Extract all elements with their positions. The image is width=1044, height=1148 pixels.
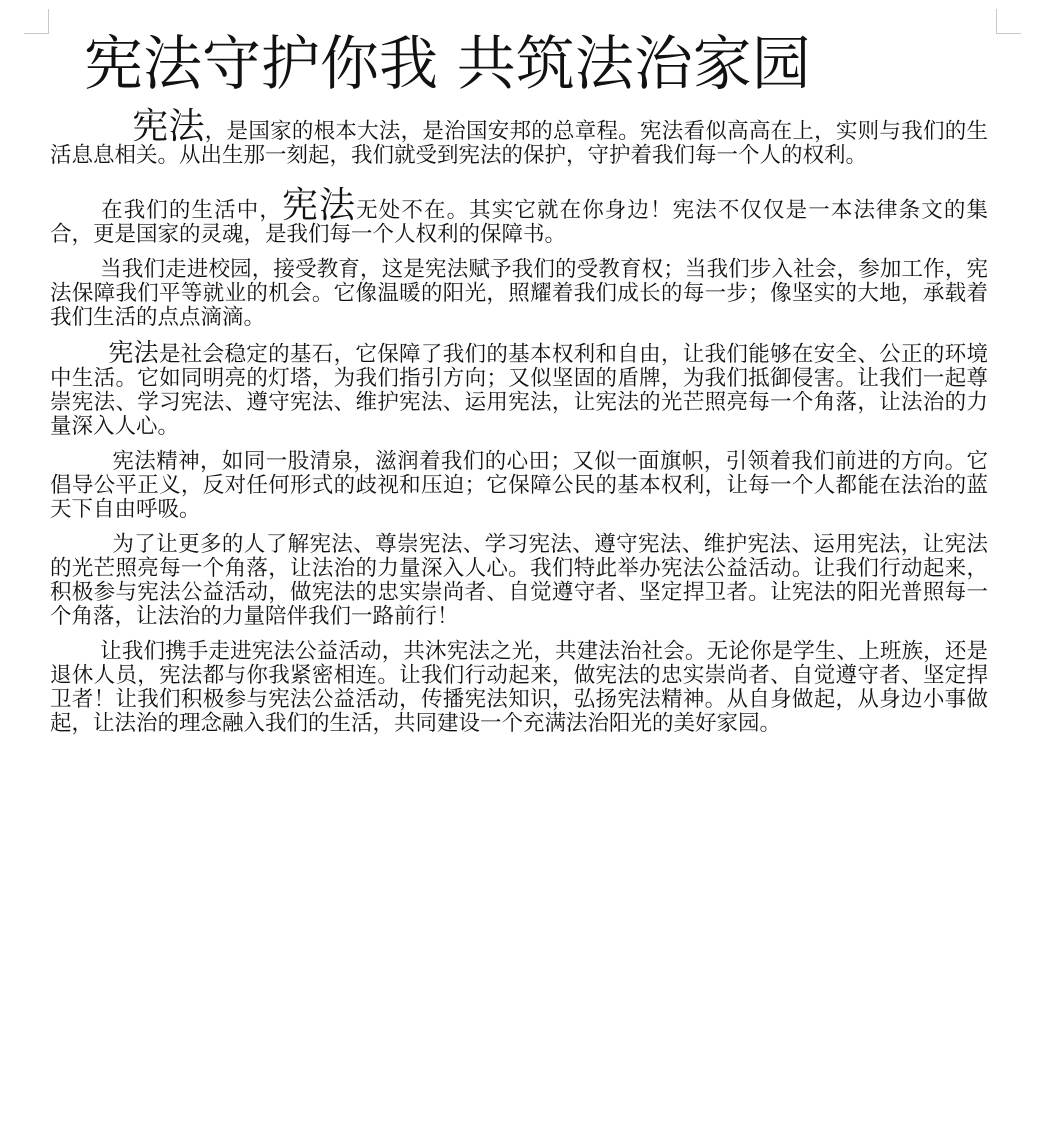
paragraph-lead-text: 在我们的生活中， (100, 198, 282, 223)
paragraph-6 (50, 533, 988, 629)
page-corner-mark-top-left (24, 9, 49, 34)
highlight-term: 宪法 (281, 185, 357, 226)
paragraph-3 (50, 258, 988, 330)
document-body (50, 106, 988, 747)
paragraph-1 (50, 106, 988, 168)
paragraph-text: 宪法精神，如同一股清泉，滋润着我们的心田；又似一面旗帜，引领着我们前进的方向。它倡导公平正义，反对任何形式的歧视和压迫；它保障公民的基本权利，让每一个人都能在法治的蓝天下自由呼吸。 (50, 449, 988, 522)
paragraph-7 (50, 640, 988, 736)
highlight-term: 宪法 (132, 106, 205, 147)
page-corner-mark-top-right (996, 9, 1021, 34)
document-title: 宪法守护你我 共筑法治家园 (84, 29, 811, 98)
paragraph-text: 为了让更多的人了解宪法、尊崇宪法、学习宪法、遵守宪法、维护宪法、运用宪法，让宪法的光芒照亮每一个角落，让法治的力量深入人心。我们特此举办宪法公益活动。让我们行动起来，积极参与宪法公益活动，做宪法的忠实崇尚者、自觉遵守者、坚定捍卫者。让宪法的阳光普照每一个角落，让法治的力量陪伴我们一路前行！ (50, 532, 988, 629)
paragraph-4 (50, 338, 988, 439)
paragraph-text: 无处不在。其实它就在你身边！宪法不仅仅是一本法律条文的集合，更是国家的灵魂，是我们每一个人权利的保障书。 (50, 198, 988, 247)
paragraph-text: 让我们携手走进宪法公益活动，共沐宪法之光，共建法治社会。无论你是学生、上班族，还是退休人员，宪法都与你我紧密相连。让我们行动起来，做宪法的忠实崇尚者、自觉遵守者、坚定捍卫者！让我们积极参与宪法公益活动，传播宪法知识，弘扬宪法精神。从自身做起，从身边小事做起，让法治的理念融入我们的生活，共同建设一个充满法治阳光的美好家园。 (50, 639, 988, 736)
paragraph-text: 是社会稳定的基石，它保障了我们的基本权利和自由，让我们能够在安全、公正的环境中生活。它如同明亮的灯塔，为我们指引方向；又似坚固的盾牌，为我们抵御侵害。让我们一起尊崇宪法、学习宪法、遵守宪法、维护宪法、运用宪法，让宪法的光芒照亮每一个角落，让法治的力量深入人心。 (50, 342, 988, 439)
paragraph-text: ，是国家的根本大法，是治国安邦的总章程。宪法看似高高在上，实则与我们的生活息息相关。从出生那一刻起，我们就受到宪法的保护，守护着我们每一个人的权利。 (50, 119, 988, 168)
paragraph-2 (50, 185, 988, 247)
highlight-term: 宪法 (108, 338, 159, 367)
paragraph-5 (50, 450, 988, 522)
paragraph-text: 当我们走进校园，接受教育，这是宪法赋予我们的受教育权；当我们步入社会，参加工作，宪法保障我们平等就业的机会。它像温暖的阳光，照耀着我们成长的每一步；像坚实的大地，承载着我们生活的点点滴滴。 (50, 257, 988, 330)
